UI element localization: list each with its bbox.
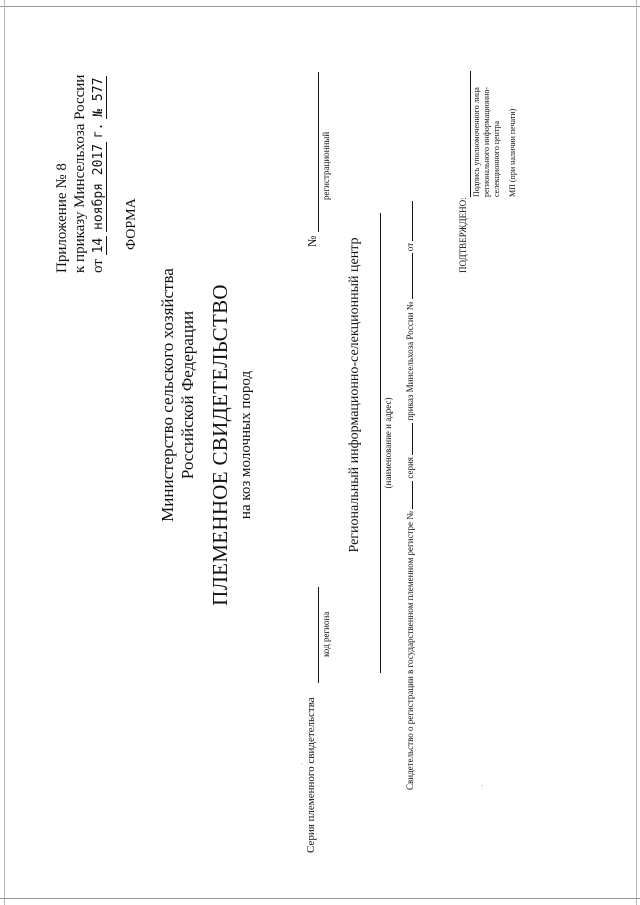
appendix-date-month-year: ноября 2017 bbox=[91, 143, 106, 230]
series-label: Серия племенного свидетельства bbox=[305, 697, 317, 853]
scan-mark-dot: · bbox=[298, 762, 307, 765]
registration-series-field[interactable] bbox=[412, 423, 413, 455]
registration-line bbox=[405, 201, 415, 790]
appendix-number: Приложение № 8 bbox=[54, 163, 70, 273]
signature-caption-line-1: Подпись уполномоченного лица bbox=[472, 87, 481, 197]
ministry-line-2: Российской Федерации bbox=[178, 310, 197, 480]
registration-series: серия bbox=[405, 457, 415, 479]
certificate-subtitle: на коз молочных пород bbox=[238, 370, 254, 520]
appendix-order-ref: к приказу Минсельхоза России bbox=[72, 74, 88, 273]
certificate-title: ПЛЕМЕННОЕ СВИДЕТЕЛЬСТВО bbox=[208, 284, 232, 606]
registration-order: приказ Минсельхоза России № bbox=[405, 301, 415, 421]
confirm-label: ПОДТВЕРЖДЕНО: bbox=[458, 197, 468, 273]
signature-caption bbox=[472, 87, 502, 197]
appendix-date-day: 14 bbox=[91, 237, 106, 254]
number-sign: № bbox=[305, 235, 319, 247]
number-caption: регистрационный bbox=[321, 131, 331, 200]
series-input-line[interactable] bbox=[318, 587, 319, 683]
registration-date-field[interactable] bbox=[412, 201, 413, 241]
number-input-line[interactable] bbox=[318, 72, 319, 232]
registration-number-field[interactable] bbox=[412, 481, 413, 509]
ministry-name bbox=[158, 115, 198, 675]
stamp-caption: МП (при наличии печати) bbox=[508, 108, 517, 197]
appendix-date-g: г. bbox=[91, 122, 106, 139]
ministry-line-1: Министерство сельского хозяйства bbox=[158, 268, 177, 522]
registration-text: Свидетельство о регистрации в государственном племенном регистре № bbox=[405, 511, 415, 790]
signature-caption-line-2: регионального информационно- bbox=[482, 87, 491, 197]
series-caption: код региона bbox=[321, 611, 331, 657]
registration-from: от bbox=[405, 242, 415, 252]
center-input-line[interactable] bbox=[380, 213, 381, 673]
signature-line[interactable] bbox=[470, 71, 471, 197]
center-caption: (наименование и адрес) bbox=[383, 397, 393, 489]
center-label: Региональный информационно-селекционный центр bbox=[347, 237, 362, 553]
appendix-order-number: № 577 bbox=[91, 77, 106, 117]
appendix-date-prefix: от bbox=[90, 259, 106, 273]
form-label: ФОРМА bbox=[124, 198, 139, 250]
signature-caption-line-3: селекционного центра bbox=[492, 120, 501, 197]
scan-mark-dash: · bbox=[478, 784, 487, 787]
appendix-date-line bbox=[90, 76, 107, 273]
registration-order-field[interactable] bbox=[412, 253, 413, 299]
